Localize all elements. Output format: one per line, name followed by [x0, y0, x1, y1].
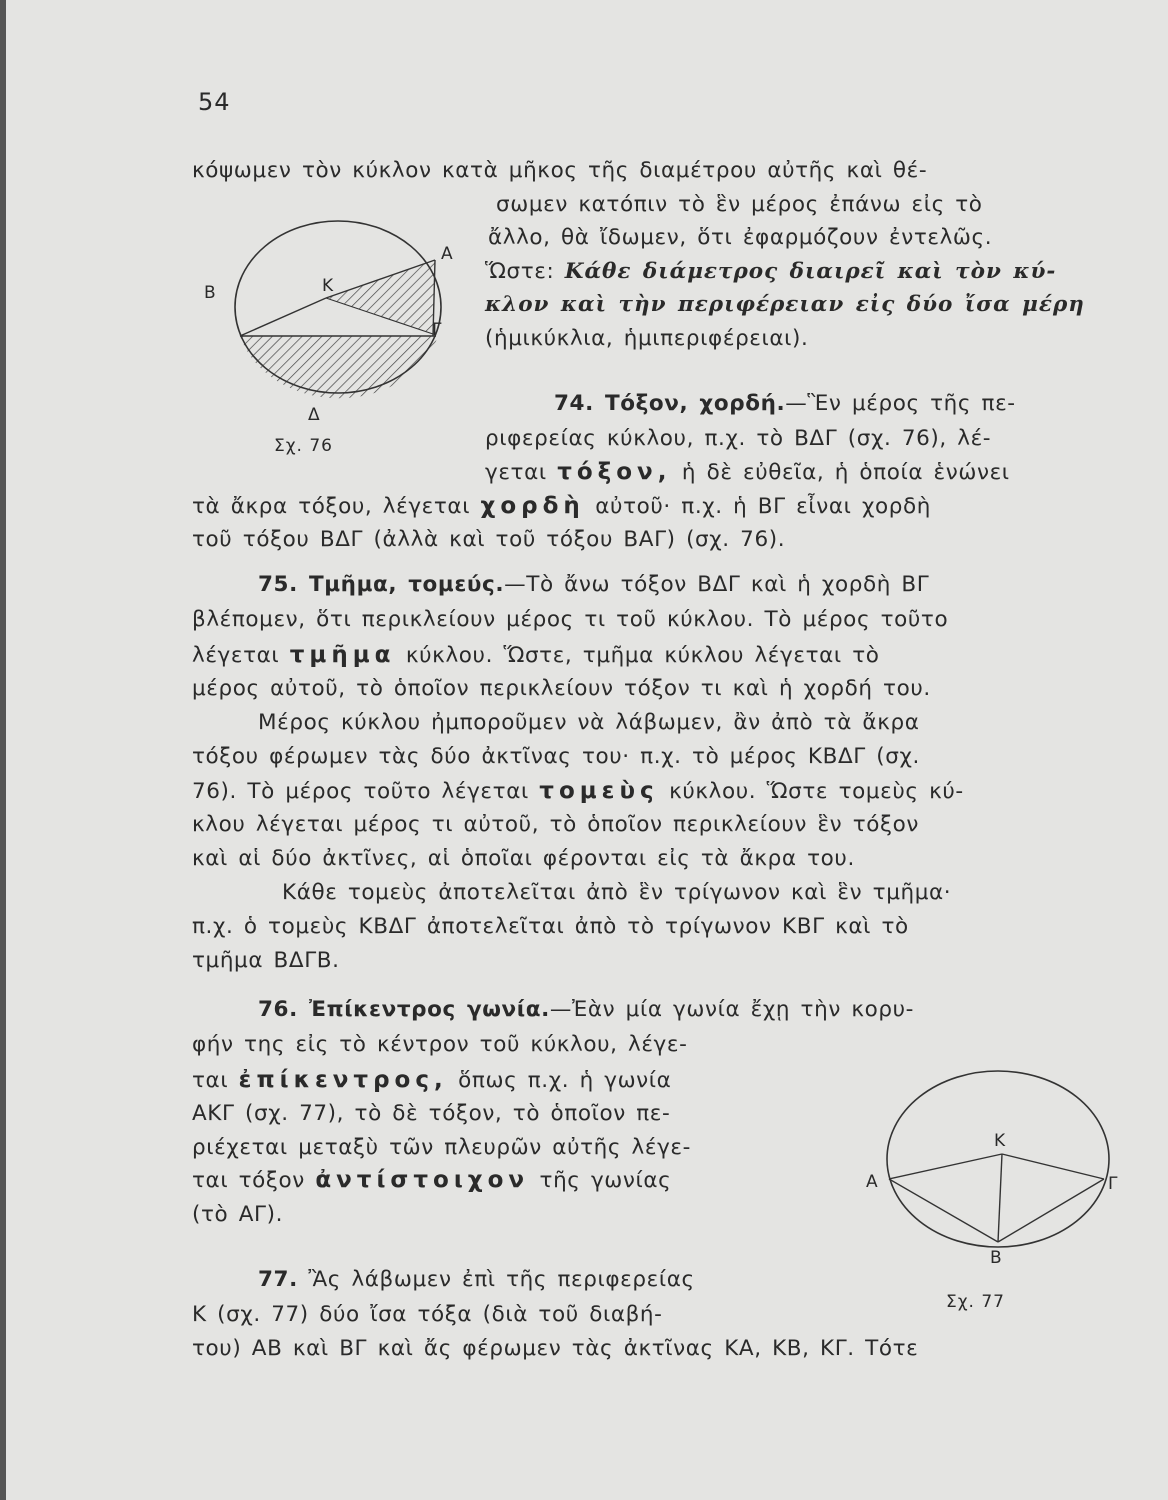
text-span: —Ἓν μέρος τῆς πε-	[785, 391, 1016, 416]
term-corresponding: ἀντίστοιχον	[315, 1167, 530, 1193]
page-number: 54	[198, 88, 231, 116]
section-77-line	[258, 1265, 695, 1295]
text-span: ται	[192, 1068, 229, 1093]
fig77-label-k: Κ	[994, 1131, 1006, 1151]
segment-bdg	[240, 336, 438, 398]
text-line: καὶ αἱ δύο ἀκτῖνες, αἱ ὁποῖαι φέρονται εἰς τὰ ἄκρα του.	[192, 846, 855, 871]
fig76-label-k: Κ	[322, 276, 334, 296]
fig76-label-d: Δ	[308, 405, 320, 425]
text-line: ΑΚΓ (σχ. 77), τὸ δὲ τόξον, τὸ ὁποῖον πε-	[192, 1101, 671, 1126]
text-line	[192, 776, 964, 807]
text-line: Κ (σχ. 77) δύο ἴσα τόξα (διὰ τοῦ διαβή-	[192, 1302, 663, 1327]
text-line: ριέχεται μεταξὺ τῶν πλευρῶν αὐτῆς λέγε-	[192, 1135, 691, 1160]
section-74-line	[554, 389, 1016, 419]
term-segment: τμῆμα	[289, 642, 396, 668]
fig76-label-g: Γ	[432, 320, 442, 340]
fig76-caption: Σχ. 76	[274, 436, 334, 456]
text-line: Μέρος κύκλου ἠμποροῦμεν νὰ λάβωμεν, ἂν ἀπὸ τὰ ἄκρα	[258, 710, 920, 735]
section-75-line	[258, 570, 929, 600]
text-line: μέρος αὐτοῦ, τὸ ὁποῖον περικλείουν τόξον τι καὶ ἡ χορδή του.	[192, 676, 931, 701]
text-line: ριφερείας κύκλου, π.χ. τὸ ΒΔΓ (σχ. 76), λέ-	[485, 426, 992, 451]
text-line: π.χ. ὁ τομεὺς ΚΒΔΓ ἀποτελεῖται ἀπὸ τὸ τρίγωνον ΚΒΓ καὶ τὸ	[192, 914, 909, 939]
text-span: τὰ ἄκρα τόξου, λέγεται	[192, 494, 471, 519]
text-line	[192, 1065, 671, 1096]
fig77-label-a: Α	[866, 1172, 878, 1192]
text-line	[192, 1165, 671, 1196]
section-heading: 75. Τμῆμα, τομεύς.	[258, 572, 505, 597]
text-span: —Τὸ ἄνω τόξον ΒΔΓ καὶ ἡ χορδὴ ΒΓ	[504, 572, 930, 597]
circle-77	[887, 1071, 1109, 1247]
radius-ka	[889, 1154, 1002, 1179]
text-line: τόξου φέρωμεν τὰς δύο ἀκτῖνας του· π.χ. τὸ μέρος ΚΒΔΓ (σχ.	[192, 744, 920, 769]
section-heading: 76. Ἐπίκεντρος γωνία.	[258, 997, 550, 1022]
text-span: ὅπως π.χ. ἡ γωνία	[458, 1068, 672, 1093]
triangle-kag	[326, 260, 435, 334]
fig76-label-a: Α	[441, 244, 453, 264]
radius-kg	[1002, 1154, 1104, 1179]
text-line: κόψωμεν τὸν κύκλον κατὰ μῆκος τῆς διαμέτρου αὐτῆς καὶ θέ-	[192, 158, 928, 183]
text-line: ἄλλο, θὰ ἴδωμεν, ὅτι ἐφαρμόζουν ἐντελῶς.	[488, 225, 993, 250]
term-central: ἐπίκεντρος,	[238, 1067, 448, 1093]
section-heading: 74. Τόξον, χορδή.	[554, 391, 786, 416]
text-line: (ἡμικύκλια, ἡμιπεριφέρειαι).	[485, 326, 809, 351]
text-line: σωμεν κατόπιν τὸ ἓν μέρος ἐπάνω εἰς τὸ	[496, 192, 983, 217]
text-line: του) ΑΒ καὶ ΒΓ καὶ ἄς φέρωμεν τὰς ἀκτῖνας ΚΑ, ΚΒ, ΚΓ. Τότε	[192, 1336, 919, 1361]
text-span: ἡ δὲ εὐθεῖα, ἡ ὁποία ἑνώνει	[681, 460, 1010, 485]
radius-kb	[240, 298, 326, 336]
term-sector: τομεὺς	[539, 778, 659, 804]
text-line	[192, 491, 931, 522]
text-span: αὐτοῦ· π.χ. ἡ ΒΓ εἶναι χορδὴ	[595, 494, 931, 519]
text-span: κύκλου. Ὥστε τομεὺς κύ-	[669, 779, 964, 804]
page-edge	[0, 0, 6, 1500]
text-span: γεται	[485, 460, 547, 485]
fig77-caption: Σχ. 77	[946, 1292, 1006, 1312]
text-span: κύκλου. Ὥστε, τμῆμα κύκλου λέγεται τὸ	[405, 643, 880, 668]
text-line	[485, 457, 1010, 488]
text-span: —Ἐὰν μία γωνία ἔχῃ τὴν κορυ-	[549, 997, 915, 1022]
text-line	[192, 640, 880, 671]
term-chord: χορδὴ	[480, 493, 585, 519]
text-span: 76). Τὸ μέρος τοῦτο λέγεται	[192, 779, 529, 804]
fig77-label-g: Γ	[1108, 1174, 1118, 1194]
text-line: κλου λέγεται μέρος τι αὐτοῦ, τὸ ὁποῖον περικλείουν ἓν τόξον	[192, 812, 919, 837]
text-line: τοῦ τόξου ΒΔΓ (ἀλλὰ καὶ τοῦ τόξου ΒΑΓ) (σχ. 76).	[192, 527, 786, 552]
fig76-label-b: Β	[204, 283, 216, 303]
text-line	[485, 257, 1056, 287]
text-span: Ὥστε:	[485, 259, 555, 284]
text-line: τμῆμα ΒΔΓΒ.	[192, 948, 340, 973]
text-span: ται τόξον	[192, 1168, 305, 1193]
section-heading: 77.	[258, 1267, 298, 1292]
term-arc: τόξον,	[557, 459, 672, 485]
section-76-line	[258, 995, 914, 1025]
text-line: (τὸ ΑΓ).	[192, 1202, 284, 1227]
figure-76	[228, 202, 468, 402]
chord-ab	[889, 1179, 998, 1242]
text-line: φήν της εἰς τὸ κέντρον τοῦ κύκλου, λέγε-	[192, 1032, 688, 1057]
text-span: λέγεται	[192, 643, 280, 668]
figure-77	[874, 1064, 1124, 1254]
text-line: κλον καὶ τὴν περιφέρειαν εἰς δύο ἴσα μέρη	[485, 292, 1085, 317]
text-line: Κάθε τομεὺς ἀποτελεῖται ἀπὸ ἓν τρίγωνον καὶ ἓν τμῆμα·	[282, 880, 952, 905]
text-line: βλέπομεν, ὅτι περικλείουν μέρος τι τοῦ κύκλου. Τὸ μέρος τοῦτο	[192, 607, 949, 632]
emphasis-text: Κάθε διάμετρος διαιρεῖ καὶ τὸν κύ-	[564, 259, 1057, 284]
text-span: Ἂς λάβωμεν ἐπὶ τῆς περιφερείας	[308, 1267, 695, 1292]
text-span: τῆς γωνίας	[539, 1168, 672, 1193]
radius-kb	[998, 1154, 1002, 1242]
fig77-label-b: Β	[990, 1248, 1002, 1268]
